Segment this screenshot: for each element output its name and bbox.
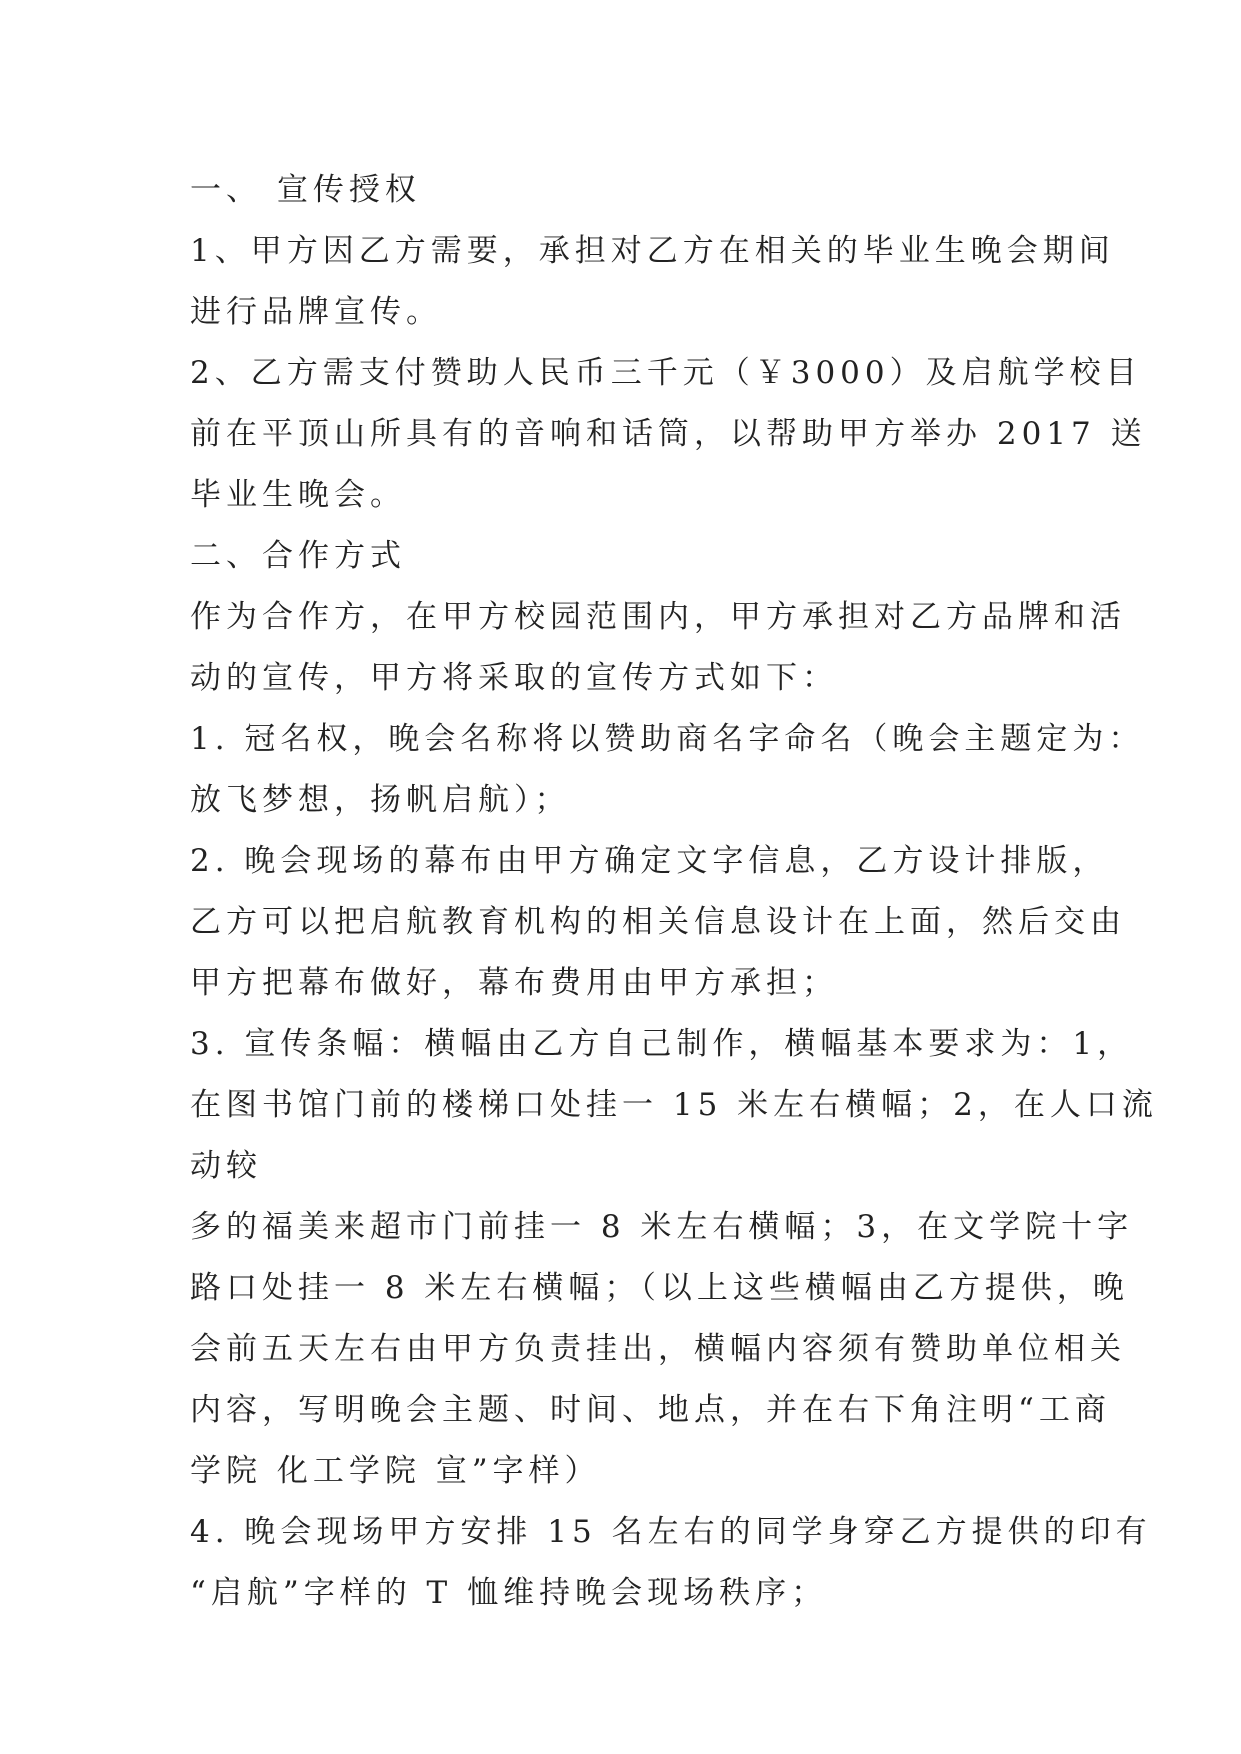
paragraph-line: 2、乙方需支付赞助人民币三千元（￥3000）及启航学校目: [190, 355, 1142, 391]
paragraph-line: 2. 晚会现场的幕布由甲方确定文字信息，乙方设计排版，: [190, 843, 1109, 879]
paragraph-line: 1、甲方因乙方需要，承担对乙方在相关的毕业生晚会期间: [190, 233, 1115, 269]
paragraph-line: 1. 冠名权，晚会名称将以赞助商名字命名（晚会主题定为：: [190, 721, 1145, 757]
paragraph-line: 学院 化工学院 宣”字样）: [190, 1453, 601, 1489]
paragraph-line: 路口处挂一 8 米左右横幅；（以上这些横幅由乙方提供，晚: [190, 1270, 1129, 1306]
paragraph-line: 前在平顶山所具有的音响和话筒，以帮助甲方举办 2017 送: [190, 416, 1147, 452]
paragraph-line: 毕业生晚会。: [190, 477, 406, 513]
paragraph-line: 进行品牌宣传。: [190, 294, 442, 330]
document-body: [190, 160, 1158, 1624]
section-heading-publicity-authorization: 一、 宣传授权: [190, 172, 421, 208]
paragraph-line: 4. 晚会现场甲方安排 15 名左右的同学身穿乙方提供的印有: [190, 1514, 1152, 1550]
paragraph-line: 内容，写明晚会主题、时间、地点，并在右下角注明“工商: [190, 1392, 1111, 1428]
paragraph-line: 动的宣传，甲方将采取的宣传方式如下：: [190, 660, 838, 696]
paragraph-line: 会前五天左右由甲方负责挂出，横幅内容须有赞助单位相关: [190, 1331, 1126, 1367]
paragraph-line: 动较: [190, 1148, 262, 1184]
paragraph-line: 多的福美来超市门前挂一 8 米左右横幅；3，在文学院十字: [190, 1209, 1134, 1245]
paragraph-line: “启航”字样的 T 恤维持晚会现场秩序；: [190, 1575, 828, 1611]
paragraph-line: 乙方可以把启航教育机构的相关信息设计在上面，然后交由: [190, 904, 1126, 940]
paragraph-line: 作为合作方，在甲方校园范围内，甲方承担对乙方品牌和活: [190, 599, 1126, 635]
paragraph-line: 在图书馆门前的楼梯口处挂一 15 米左右横幅；2，在人口流: [190, 1087, 1158, 1123]
section-heading-cooperation-method: 二、合作方式: [190, 538, 406, 574]
paragraph-line: 3. 宣传条幅：横幅由乙方自己制作，横幅基本要求为：1，: [190, 1026, 1134, 1062]
paragraph-line: 放飞梦想，扬帆启航）；: [190, 782, 571, 818]
paragraph-line: 甲方把幕布做好，幕布费用由甲方承担；: [190, 965, 838, 1001]
